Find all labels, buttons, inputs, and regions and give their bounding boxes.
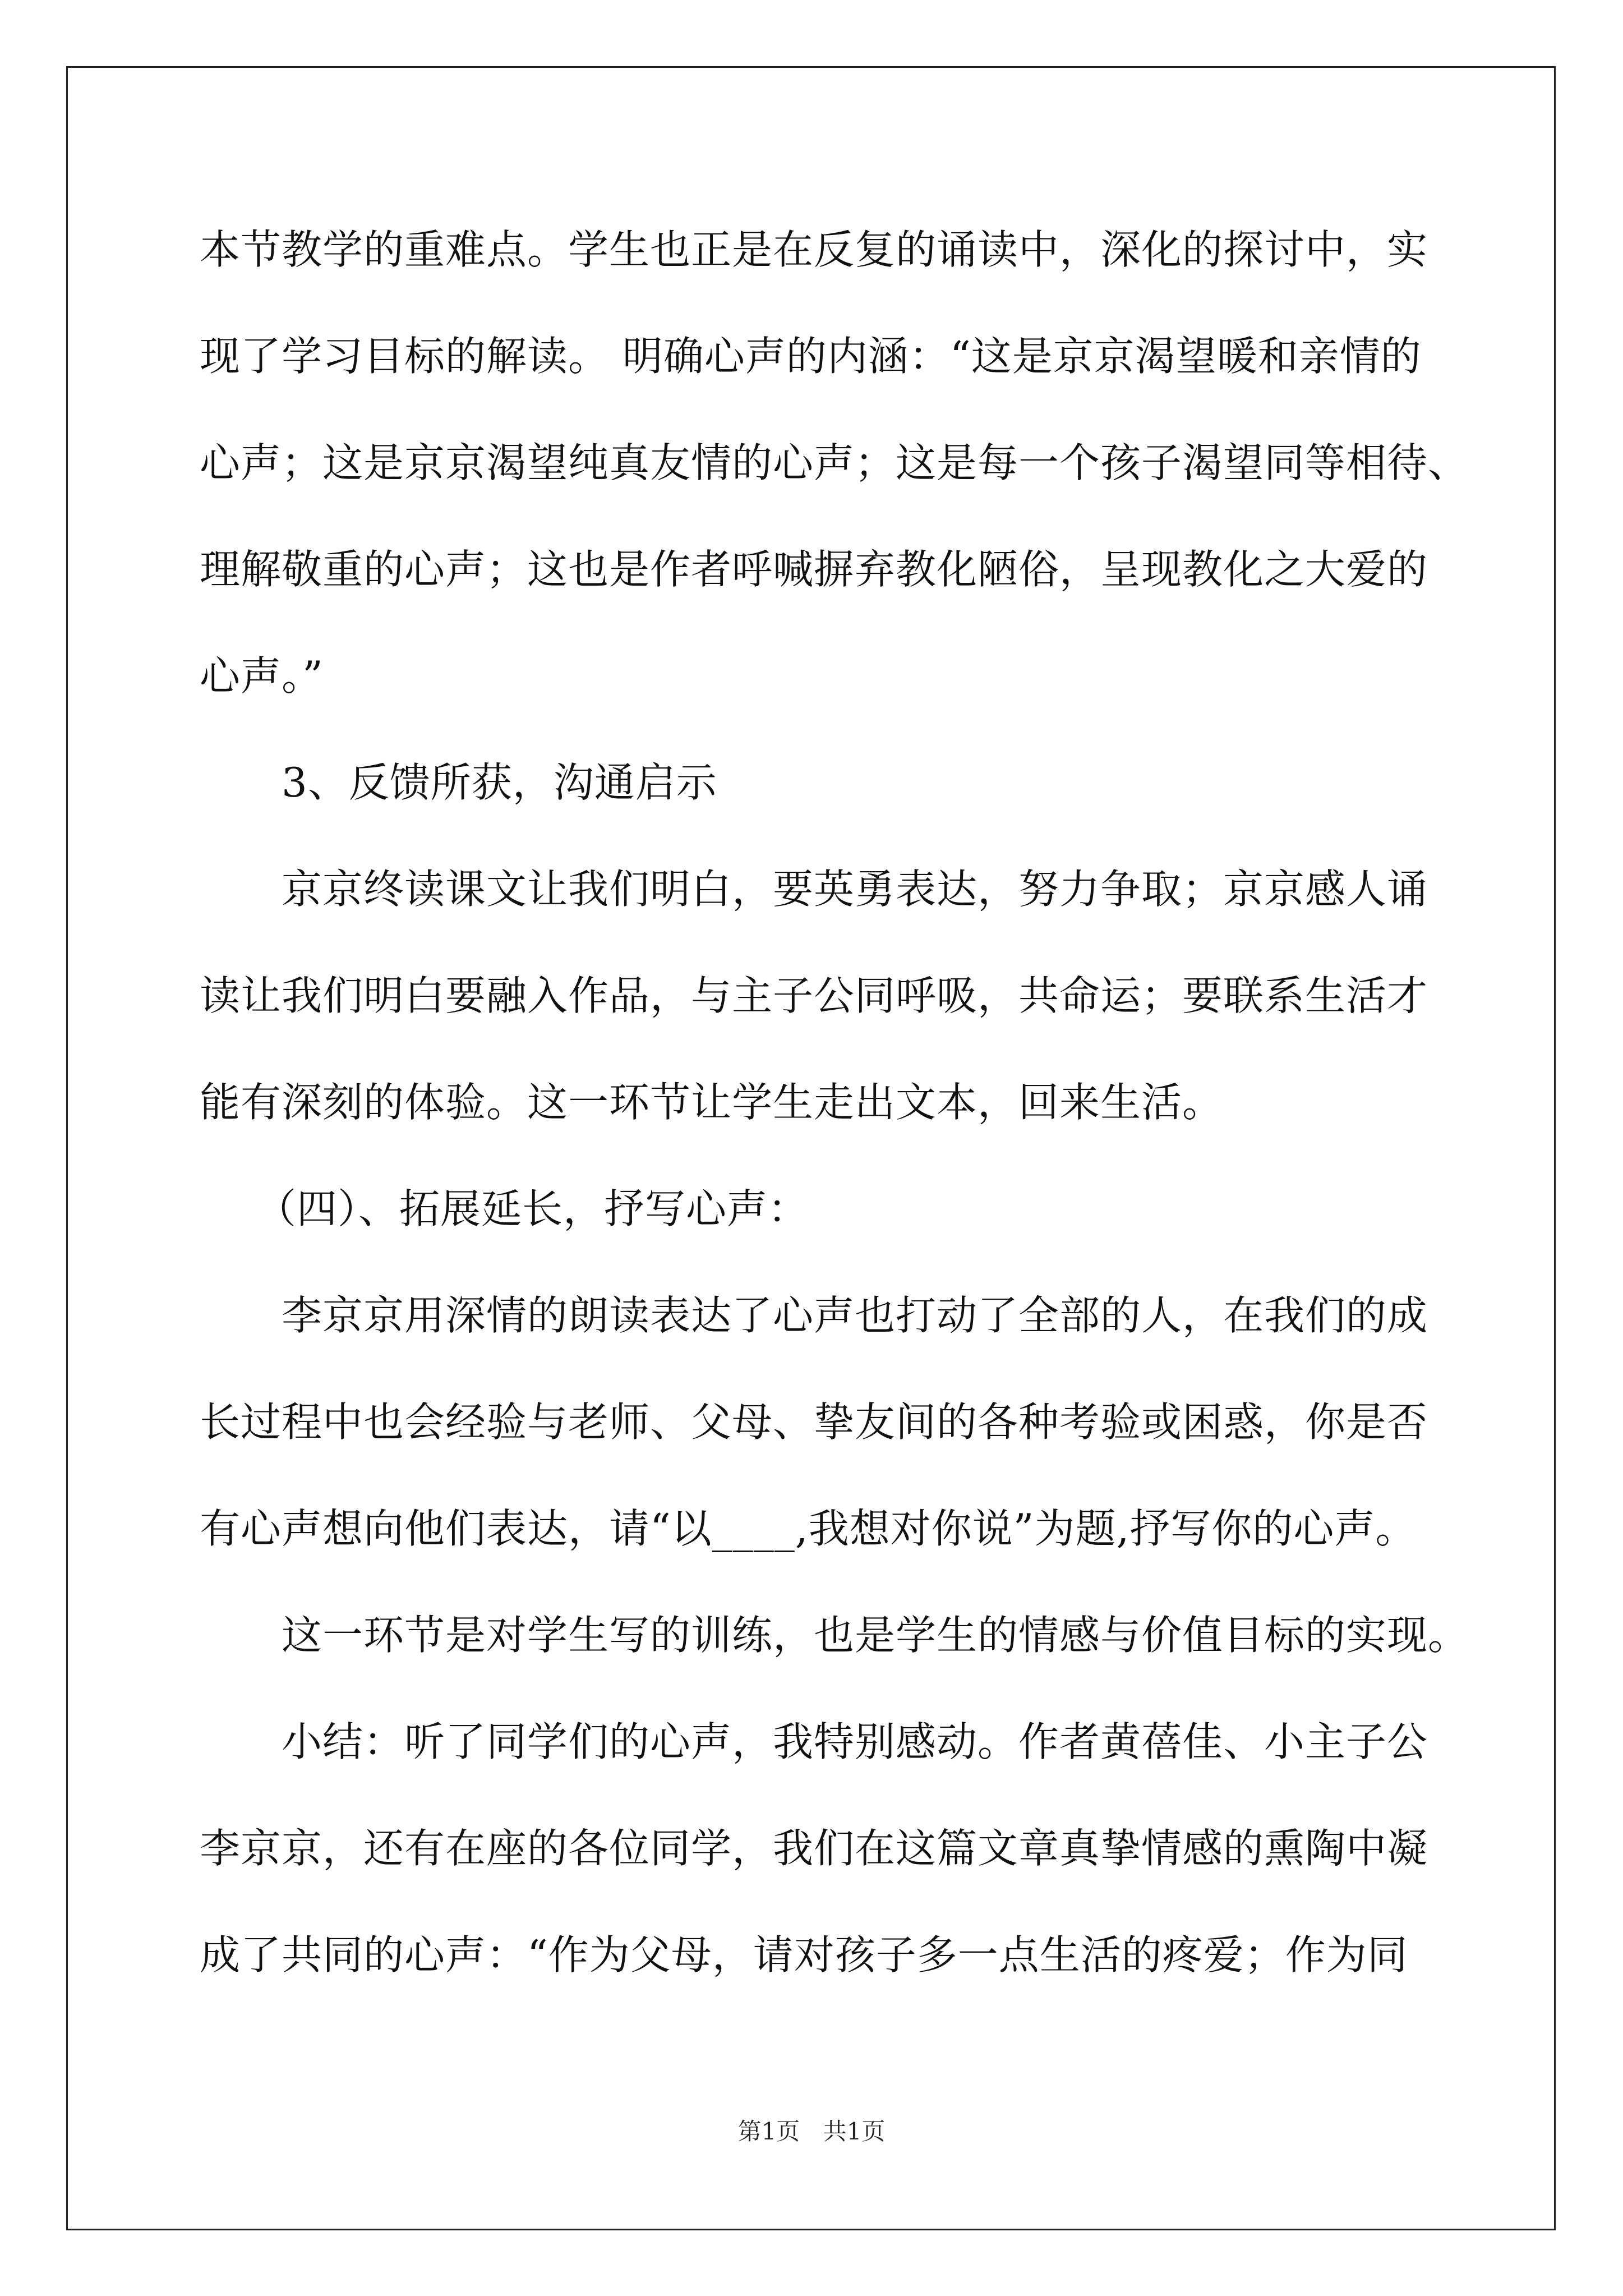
paragraph-start: 小结：听了同学们的心声，我特别感动。作者黄蓓佳、小主子公 (282, 1718, 1428, 1765)
section-heading: （四）、拓展延长，抒写心声： (256, 1185, 809, 1232)
page-footer (0, 2115, 1623, 2148)
paragraph-start: 李京京用深情的朗读表达了心声也打动了全部的人，在我们的成 (282, 1292, 1428, 1339)
text-line: 心声。” (200, 652, 324, 700)
document-body (200, 216, 1469, 2028)
text-line: 心声；这是京京渴望纯真友情的心声；这是每一个孩子渴望同等相待、 (200, 439, 1469, 486)
text-line: 能有深刻的体验。这一环节让学生走出文本，回来生活。 (200, 1079, 1224, 1126)
text-line: 长过程中也会经验与老师、父母、挚友间的各种考验或困惑，你是否 (200, 1398, 1428, 1446)
text-line: 理解敬重的心声；这也是作者呼喊摒弃教化陋俗，呈现教化之大爱的 (200, 546, 1428, 593)
text-line: 读让我们明白要融入作品，与主子公同呼吸，共命运；要联系生活才 (200, 972, 1428, 1019)
section-heading: 3、反馈所获，沟通启示 (282, 759, 717, 806)
paragraph-start: 京京终读课文让我们明白，要英勇表达，努力争取；京京感人诵 (282, 866, 1428, 913)
text-line: 现了学习目标的解读。 明确心声的内涵：“这是京京渴望暖和亲情的 (200, 333, 1422, 380)
text-line: 成了共同的心声：“作为父母，请对孩子多一点生活的疼爱；作为同 (200, 1931, 1408, 1978)
page-total: 共1页 (823, 2118, 886, 2145)
paragraph-start: 这一环节是对学生写的训练，也是学生的情感与价值目标的实现。 (282, 1612, 1469, 1659)
page-number: 第1页 (737, 2118, 800, 2145)
text-line: 本节教学的重难点。学生也正是在反复的诵读中，深化的探讨中，实 (200, 226, 1428, 273)
text-line: 李京京，还有在座的各位同学，我们在这篇文章真挚情感的熏陶中凝 (200, 1825, 1428, 1872)
text-line: 有心声想向他们表达，请“以____,我想对你说”为题,抒写你的心声。 (200, 1505, 1417, 1552)
